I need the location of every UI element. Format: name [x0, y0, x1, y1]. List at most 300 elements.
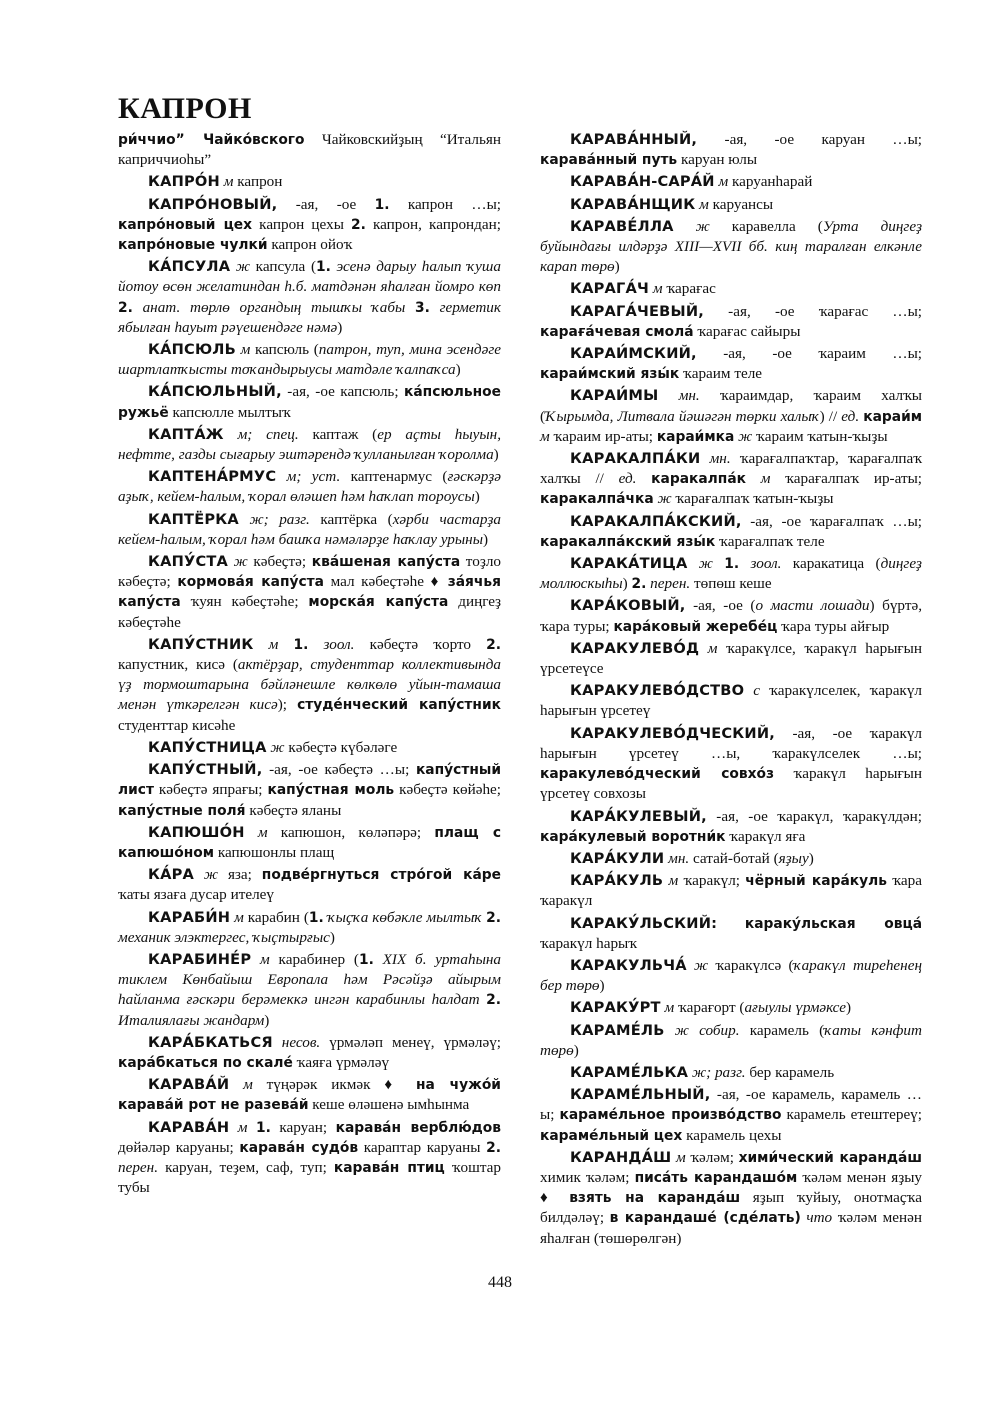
- translation-text: ҡаты язаға дусар ителеү: [118, 886, 274, 904]
- bold-phrase: 2.: [631, 576, 647, 593]
- bold-phrase: 2.: [118, 299, 133, 316]
- italic-note: м: [695, 195, 709, 213]
- dictionary-entry: [118, 510, 501, 550]
- translation-text: ) бүртә, ҡара туры;: [540, 597, 923, 635]
- translation-text: ): [614, 258, 620, 276]
- bold-phrase: 2.: [486, 1139, 501, 1156]
- italic-note: ед.: [841, 407, 860, 425]
- bold-phrase: караме́льное произво́дство: [559, 1107, 782, 1124]
- headword: КАРАКУЛЕВО́Д: [570, 639, 700, 657]
- translation-text: яҙып ҡуйыу, онотмаҫҡа билдәләү;: [540, 1189, 923, 1227]
- translation-text: -ая, -ое ҡарағас …ы;: [703, 302, 922, 320]
- translation-text: карабинер (: [269, 950, 359, 968]
- italic-note: Урта диңгеҙ буйындағы илдәрҙә XIII—XVII бб. киң таралған елкәнле карап төрө: [540, 217, 922, 276]
- translation-text: ҡарағас сайыры: [693, 322, 801, 340]
- headword: КАПУ́СТА: [148, 553, 229, 571]
- italic-note: ж: [686, 956, 709, 974]
- translation-text: каравелла (: [709, 217, 823, 235]
- right-column: [540, 130, 922, 1251]
- translation-text: капюшонлы плащ: [214, 843, 335, 861]
- bold-phrase: взять на каранда́ш: [569, 1190, 741, 1207]
- italic-note: ж: [673, 217, 710, 235]
- dictionary-entry: [540, 130, 922, 170]
- translation-text: ): [455, 361, 461, 379]
- dictionary-entry: [540, 512, 922, 552]
- headword: КАРАИ́МСКИЙ,: [570, 345, 697, 363]
- translation-text: капсюль (: [250, 341, 319, 359]
- italic-note: XIX б. уртаһына тиклем Көнбайыш Европала һәм Рәсәйҙә айырым һайланма ғәскәри берәмеккә ингән карабинлы һалдат: [118, 950, 501, 1009]
- translation-text: ): [845, 999, 852, 1017]
- translation-text: каптаж (: [298, 425, 378, 443]
- italic-note: м: [251, 950, 270, 968]
- dictionary-entry: [118, 865, 501, 905]
- bold-phrase: капу́стная моль: [267, 782, 395, 799]
- italic-note: м: [253, 635, 279, 653]
- italic-note: ж; разг.: [238, 510, 310, 528]
- italic-note: м: [746, 470, 771, 488]
- translation-text: ҡараимдар, ҡараим халҡы (: [540, 387, 922, 425]
- translation-text: ҡуян кәбеҫтәһе;: [180, 593, 309, 611]
- bold-phrase: каракалпа́кский язы́к: [540, 533, 716, 550]
- translation-text: сатай-ботай (: [689, 849, 779, 867]
- translation-text: ): [337, 318, 343, 336]
- bold-phrase: 1.: [293, 636, 309, 653]
- headword: КАРАМЕ́ЛЬКА: [570, 1063, 689, 1081]
- dictionary-entry: [118, 340, 501, 380]
- headword: КАПРО́Н: [148, 173, 220, 191]
- italic-note: ҡаракүл тиреһенең бер төрө: [540, 956, 922, 995]
- italic-note: ҡаты кәнфит төрө: [540, 1021, 922, 1059]
- italic-note: ж: [194, 866, 219, 884]
- headword: КАРАКАЛПА́КИ: [570, 450, 701, 468]
- dictionary-entry: [540, 195, 922, 215]
- translation-text: ҡәләм менән яһалған (төшөрөлгән): [540, 1209, 922, 1247]
- translation-text: ҡара ҡаракүл: [540, 872, 922, 910]
- italic-note: герметик ябылған һауыт рәүешендәге нәмә: [118, 298, 501, 336]
- italic-note: ж: [734, 427, 753, 445]
- dictionary-entry: [118, 552, 501, 633]
- headword: КАРАКУЛЬЧА́: [570, 956, 687, 974]
- headword: КАПУ́СТНИК: [148, 635, 254, 653]
- bold-phrase: кара́ковый жеребе́ц: [613, 618, 778, 635]
- bold-phrase: караға́чевая смола́: [540, 323, 694, 340]
- italic-note: диңгеҙ моллюскыһы: [540, 555, 922, 593]
- dictionary-entry: [118, 1075, 501, 1115]
- dictionary-entry: [118, 1033, 501, 1073]
- bold-phrase: морска́я капу́ста: [308, 594, 449, 611]
- bold-phrase: караме́льный цех: [540, 1127, 683, 1144]
- dictionary-entry: [118, 195, 501, 256]
- dictionary-entry: [540, 807, 922, 847]
- italic-note: ж собир.: [664, 1021, 740, 1039]
- translation-text: ҡара туры айғыр: [777, 617, 890, 635]
- bold-phrase: хими́ческий каранда́ш: [738, 1149, 922, 1166]
- bold-phrase: 1.: [316, 259, 331, 276]
- translation-text: каптенармус (: [340, 468, 448, 486]
- bold-phrase: 1.: [255, 1119, 271, 1136]
- translation-text: ҡарағалпаҡтар, ҡарағалпаҡ халҡы //: [540, 450, 922, 488]
- dictionary-entry: [540, 681, 922, 721]
- italic-note: м: [230, 908, 244, 926]
- bold-phrase: каракýльская овца́: [744, 915, 923, 932]
- translation-text: химик ҡәләм;: [540, 1168, 635, 1186]
- translation-text: -ая, -ое ҡараим …ы;: [696, 345, 922, 363]
- dictionary-entry: [540, 1148, 922, 1249]
- bold-phrase: за́ячья капу́ста: [118, 574, 501, 611]
- bold-phrase: караи́мка: [656, 428, 735, 445]
- bold-phrase: студе́нческий капу́стник: [297, 697, 501, 714]
- translation-text: тоҙло кәбеҫтә;: [118, 553, 501, 591]
- bold-phrase: капу́стные поля́: [118, 802, 246, 819]
- headword: КАРА́КУЛЕВЫЙ,: [570, 807, 707, 825]
- italic-note: ж; разг.: [688, 1063, 746, 1081]
- bold-phrase: 1.: [308, 909, 324, 926]
- italic-note: м: [229, 1118, 248, 1136]
- bold-phrase: 2.: [486, 909, 502, 926]
- translation-text: кәбеҫтә;: [247, 553, 312, 571]
- bold-phrase: писа́ть карандашо́м: [634, 1169, 798, 1186]
- italic-note: ж: [653, 490, 672, 508]
- translation-text: ): [329, 928, 335, 946]
- italic-note: яҙыу: [778, 849, 809, 867]
- headword: КАРА́КУЛИ: [570, 849, 665, 867]
- headword: КАРАИ́МЫ: [570, 387, 659, 405]
- dictionary-entry: [540, 871, 922, 911]
- dictionary-entry: [118, 738, 501, 758]
- italic-note: ағыулы үрмәксе: [744, 999, 846, 1017]
- bold-phrase: на чужо́й карава́й рот не разева́й: [118, 1077, 501, 1114]
- bold-phrase: 2.: [486, 992, 501, 1009]
- dictionary-entry: [540, 344, 922, 384]
- bold-phrase: в карандаше́ (сде́лать): [609, 1210, 801, 1227]
- headword: КАРАВА́Н-САРА́Й: [570, 173, 715, 191]
- italic-note: мн.: [700, 450, 731, 468]
- headword: КАРАМЕ́ЛЬ: [570, 1021, 665, 1039]
- dictionary-entry: [540, 554, 922, 594]
- bold-phrase: 1.: [358, 951, 374, 968]
- bold-phrase: капро́новый цех: [118, 216, 253, 233]
- headword: КАРАКУ́РТ: [570, 999, 661, 1017]
- dictionary-entry: [540, 279, 922, 299]
- dictionary-entry: [118, 257, 501, 338]
- dictionary-entry: [118, 382, 501, 422]
- headword: КАРАБИ́Н: [148, 908, 231, 926]
- italic-note: несов.: [272, 1033, 321, 1051]
- translation-text: Чайковскийҙың “Итальян каприччиоһы”: [118, 131, 501, 169]
- headword: КА́ПСЮЛЬ: [148, 341, 236, 359]
- dictionary-entry: [118, 760, 501, 821]
- italic-note: ҡыҫҡа көбәкле мылтыҡ: [323, 908, 487, 926]
- bold-phrase: ква́шеная капу́ста: [311, 554, 461, 571]
- translation-text: капрон ойоҡ: [267, 236, 353, 254]
- translation-text: караптар каруаны: [358, 1138, 487, 1156]
- translation-text: ҡаракүл һарығын үрсетеү совхозы: [540, 765, 923, 803]
- translation-text: ): [493, 446, 499, 464]
- headword: КАПУ́СТНЫЙ,: [148, 761, 263, 779]
- translation-text: каракатица (: [781, 555, 881, 573]
- headword: КАРА́КУЛЬ: [570, 872, 664, 890]
- italic-note: актёрҙар, студенттар коллективында үҙ тормоштарына бәйләнешле көлкөлө уйын-тамаша менән үткәрелгән кисә: [118, 656, 501, 714]
- headword: КАРАВА́ННЫЙ,: [570, 131, 698, 148]
- headword: КАРАВА́Н: [148, 1118, 230, 1136]
- translation-text: ҡарағалпаҡ ҡатын-ҡыҙы: [671, 490, 834, 508]
- translation-text: кәбеҫтә күбәләге: [284, 738, 398, 756]
- translation-text: карабин (: [243, 908, 309, 926]
- translation-text: ҡараим теле: [679, 365, 763, 383]
- italic-note: зоол.: [308, 635, 355, 653]
- translation-text: каптёрка (: [309, 510, 393, 528]
- translation-text: [717, 915, 745, 932]
- translation-text: бер карамель: [745, 1063, 835, 1081]
- italic-note: анат. төрлө органдың тышҡы ҡабы: [132, 298, 416, 316]
- dictionary-entry: [118, 635, 501, 736]
- italic-note: ж: [230, 258, 251, 276]
- italic-note: механик элэктергес, ҡыҫтырғыс: [118, 928, 330, 946]
- headword: КАРАГА́Ч: [570, 280, 650, 298]
- headword: КАРА́БКАТЬСЯ: [148, 1033, 273, 1051]
- translation-text: ҡаракүлселек, ҡаракүл һарығын үрсетеү: [540, 682, 922, 720]
- dictionary-entry: [540, 596, 922, 636]
- translation-text: ҡаракүл яға: [725, 827, 806, 845]
- headword: КАПТА́Ж: [148, 425, 224, 443]
- headword: КАПТЕНА́РМУС: [148, 468, 277, 486]
- dictionary-entry: [540, 449, 922, 510]
- translation-text: каруан;: [270, 1118, 336, 1136]
- translation-text: ): [573, 1041, 579, 1059]
- bold-phrase: карава́нный путь: [540, 152, 678, 169]
- translation-text: ): [264, 1011, 270, 1029]
- translation-text: капсюлле мылтыҡ: [168, 403, 291, 421]
- dictionary-entry: [540, 217, 922, 278]
- headword: КАРАГА́ЧЕВЫЙ,: [570, 302, 704, 320]
- dictionary-entry: [540, 914, 922, 954]
- italic-note: м: [714, 173, 729, 191]
- headword: КАРА́КОВЫЙ,: [570, 597, 686, 615]
- dictionary-entry: [540, 724, 922, 805]
- translation-text: -ая, -ое ҡаракүл һарығын үрсетеү …ы, ҡаракүлселек …ы;: [540, 724, 922, 762]
- italic-note: м: [660, 999, 675, 1017]
- dictionary-entry: [118, 172, 501, 192]
- italic-note: Италиялағы жандарм: [118, 1011, 265, 1029]
- italic-note: ж: [266, 738, 285, 756]
- dictionary-entry: [540, 956, 922, 996]
- headword: КАРАВА́НЩИК: [570, 195, 696, 213]
- bold-phrase: ка́псюльное ружьё: [118, 384, 501, 421]
- dictionary-entry: [118, 823, 501, 863]
- translation-text: яза;: [218, 866, 262, 884]
- translation-text: кәбеҫтә көйәһе;: [394, 781, 502, 799]
- translation-text: карамель цехы: [682, 1126, 782, 1144]
- italic-note: м: [235, 341, 251, 359]
- bold-phrase: каракалпа́чка: [540, 491, 654, 508]
- dictionary-entry: [118, 425, 501, 465]
- translation-text: ҡараим ҡатын-ҡыҙы: [752, 427, 888, 445]
- bold-phrase: 1.: [724, 556, 740, 573]
- dictionary-entry: [540, 172, 922, 192]
- italic-note: ж: [228, 553, 248, 571]
- italic-note: патрон, туп, мина эсендәге шартлатҡысты тоҡандырыусы матдәле ҡалпаҡса: [118, 341, 501, 379]
- italic-note: что: [800, 1209, 833, 1227]
- headword: КА́РА: [148, 866, 195, 884]
- headword: КА́ПСЮЛЬНЫЙ,: [148, 383, 282, 401]
- bold-phrase: каракалпа́к: [651, 471, 746, 488]
- bold-phrase: кормова́я капу́ста: [177, 574, 324, 591]
- translation-text: -ая, -ое (: [685, 597, 756, 615]
- translation-text: ҡәләм менән яҙыу ♦: [540, 1168, 922, 1207]
- translation-text: студенттар кисәһе: [118, 716, 236, 734]
- translation-text: );: [277, 696, 298, 714]
- translation-text: ҡаяға үрмәләү: [292, 1053, 390, 1071]
- headword: КАРАВЕ́ЛЛА: [570, 217, 674, 235]
- dictionary-entry: [118, 1118, 501, 1199]
- italic-note: ж: [687, 555, 713, 573]
- dictionary-entry: [118, 908, 501, 948]
- dictionary-entry: [540, 1063, 922, 1083]
- bold-phrase: карава́н птиц: [333, 1159, 445, 1176]
- translation-text: ): [808, 849, 814, 867]
- translation-text: карамель (: [739, 1021, 825, 1039]
- translation-text: [636, 470, 651, 487]
- italic-note: ғәскәрҙә аҙыҡ, кейем-һалым, ҡорал өләшеп һәм һаҡлап тороусы: [118, 468, 502, 506]
- italic-note: м; уст.: [276, 468, 341, 486]
- bold-phrase: 2.: [351, 216, 366, 233]
- bold-phrase: кара́кулевый воротни́к: [540, 828, 726, 845]
- translation-text: ҡарағорт (: [674, 999, 745, 1017]
- bold-phrase: караи́мский язы́к: [540, 366, 680, 383]
- translation-text: капрон …ы;: [389, 195, 501, 213]
- translation-text: дөйәләр каруаны;: [118, 1138, 240, 1156]
- translation-text: ): [483, 530, 489, 548]
- translation-text: ) //: [819, 407, 842, 425]
- italic-note: мн.: [664, 849, 690, 867]
- italic-note: м: [540, 427, 550, 445]
- translation-text: ҡаракүлсе, ҡаракүл һарығын үрсетеүсе: [540, 639, 922, 678]
- dictionary-entry: [540, 1085, 922, 1146]
- left-column: [118, 130, 501, 1200]
- headword: КАРАНДА́Ш: [570, 1148, 672, 1166]
- italic-note: о масти лошади: [755, 597, 870, 615]
- italic-note: зоол.: [739, 555, 782, 573]
- headword: КАПТЁРКА: [148, 510, 239, 528]
- translation-text: капрон цехы: [252, 215, 352, 233]
- bold-phrase: чёрный кара́куль: [745, 873, 887, 890]
- translation-text: карамель етештереү;: [781, 1106, 922, 1124]
- italic-note: с: [744, 682, 761, 700]
- translation-text: -ая, -ое ҡарағалпаҡ …ы;: [741, 512, 922, 530]
- italic-note: м; спец.: [223, 425, 299, 443]
- translation-text: [713, 555, 724, 572]
- headword: КА́ПСУЛА: [148, 258, 231, 276]
- italic-note: м: [663, 872, 679, 890]
- translation-text: түңәрәк икмәк ♦: [252, 1076, 416, 1094]
- bold-phrase: капу́стный лист: [118, 762, 501, 799]
- bold-phrase: 1.: [374, 196, 390, 213]
- dictionary-entry: [540, 849, 922, 869]
- dictionary-entry: [540, 998, 922, 1018]
- translation-text: каруанһарай: [728, 173, 813, 191]
- headword: КАПРО́НОВЫЙ,: [148, 195, 278, 213]
- bold-phrase: 2.: [486, 636, 501, 653]
- dictionary-entry: [118, 130, 501, 170]
- translation-text: [278, 636, 293, 653]
- dictionary-entry: [540, 639, 922, 679]
- bold-phrase: карaи́м: [863, 408, 923, 425]
- headword: КАПЮШО́Н: [148, 823, 245, 841]
- translation-text: ): [474, 488, 480, 506]
- bold-phrase: карава́н судо́в: [239, 1139, 359, 1156]
- headword: КАРАКУЛЕВО́ДЧЕСКИЙ,: [570, 724, 775, 742]
- headword: КАРАВА́Й: [148, 1076, 230, 1094]
- italic-note: перен.: [646, 575, 691, 593]
- italic-note: м: [244, 823, 268, 841]
- translation-text: кәбеҫтә ҡорто: [354, 635, 487, 653]
- headword: КАРАКУ́ЛЬСКИЙ:: [570, 914, 718, 932]
- translation-text: капустник, кисә (: [118, 656, 238, 674]
- dictionary-entry: [540, 1021, 922, 1061]
- translation-text: ҡараим ир-аты;: [549, 427, 657, 445]
- dictionary-entry: [540, 386, 922, 447]
- translation-text: -ая, -ое кәбеҫтә …ы;: [262, 761, 416, 779]
- italic-note: мн.: [658, 387, 700, 405]
- translation-text: -ая, -ое ҡаракүл, ҡаракүлдән;: [706, 807, 922, 825]
- translation-text: -ая, -ое карамель, карамель …ы;: [540, 1086, 922, 1124]
- translation-text: [247, 1119, 256, 1136]
- translation-text: -ая, -ое капсюль;: [281, 383, 404, 401]
- headword: КАРАКУЛЕВО́ДСТВО: [570, 682, 745, 700]
- bold-phrase: 3.: [415, 299, 430, 316]
- italic-note: м: [219, 173, 234, 191]
- translation-text: төпөш кеше: [690, 575, 772, 593]
- translation-text: ): [622, 575, 632, 593]
- italic-note: Ҡырымда, Литвала йәшәгән төрки халыҡ: [545, 407, 820, 425]
- translation-text: капюшон, көләпәрә;: [267, 823, 435, 841]
- translation-text: ҡаракүл;: [678, 872, 746, 890]
- italic-note: эсенә дарыу һалып ҡуша йотоу өсөн желатиндан һ.б. матдәнән яһалған йомро көп: [118, 258, 501, 296]
- translation-text: ҡарағас: [662, 280, 716, 298]
- bold-phrase: ри́ччио” Чайко́вского: [118, 132, 305, 148]
- headword: КАРАКАЛПА́КСКИЙ,: [570, 512, 742, 530]
- italic-note: ер аҫты һыуын, нефтте, газды сығарыу эштәрендә ҡулланылған ҡоролма: [118, 425, 501, 464]
- italic-note: хәрби частарҙа кейем-һалым, ҡорал һәм башҡа нәмәләрҙе һаҡлау урыны: [118, 510, 501, 548]
- translation-text: кәбеҫтә япрағы;: [153, 781, 268, 799]
- translation-text: ҡәләм;: [685, 1148, 739, 1166]
- bold-phrase: карава́н верблю́дов: [335, 1119, 502, 1136]
- page-number: 448: [488, 1274, 512, 1291]
- headword: КАРАБИНЕ́Р: [148, 950, 252, 968]
- bold-phrase: подве́ргнуться стро́гой ка́ре: [261, 867, 501, 884]
- italic-note: м: [229, 1076, 253, 1094]
- italic-note: перен.: [118, 1158, 159, 1176]
- translation-text: үрмәләп менеү, үрмәләү;: [320, 1033, 502, 1051]
- bold-phrase: каракулево́дческий совхо́з: [540, 766, 775, 783]
- translation-text: ҡаракүлсә (: [708, 956, 794, 974]
- translation-text: капрон, капрондан;: [365, 215, 501, 233]
- bold-phrase: плащ с капюшо́ном: [118, 824, 501, 861]
- translation-text: диңгеҙ кәбеҫтәһе: [118, 593, 501, 631]
- translation-text: -ая, -ое: [277, 195, 375, 213]
- headword: КАРАКА́ТИЦА: [570, 555, 688, 573]
- translation-text: ): [599, 977, 605, 995]
- italic-note: ед.: [618, 470, 637, 488]
- bold-phrase: капро́новые чулки́: [118, 237, 268, 254]
- headword: КАПУ́СТНИЦА: [148, 738, 267, 756]
- translation-text: каруан юлы: [677, 151, 758, 169]
- translation-text: ҡоштар тубы: [118, 1158, 501, 1197]
- translation-text: ҡарағалпаҡ теле: [715, 532, 825, 550]
- dictionary-entry: [540, 302, 922, 342]
- translation-text: каруансы: [708, 195, 774, 213]
- italic-note: м: [671, 1148, 686, 1166]
